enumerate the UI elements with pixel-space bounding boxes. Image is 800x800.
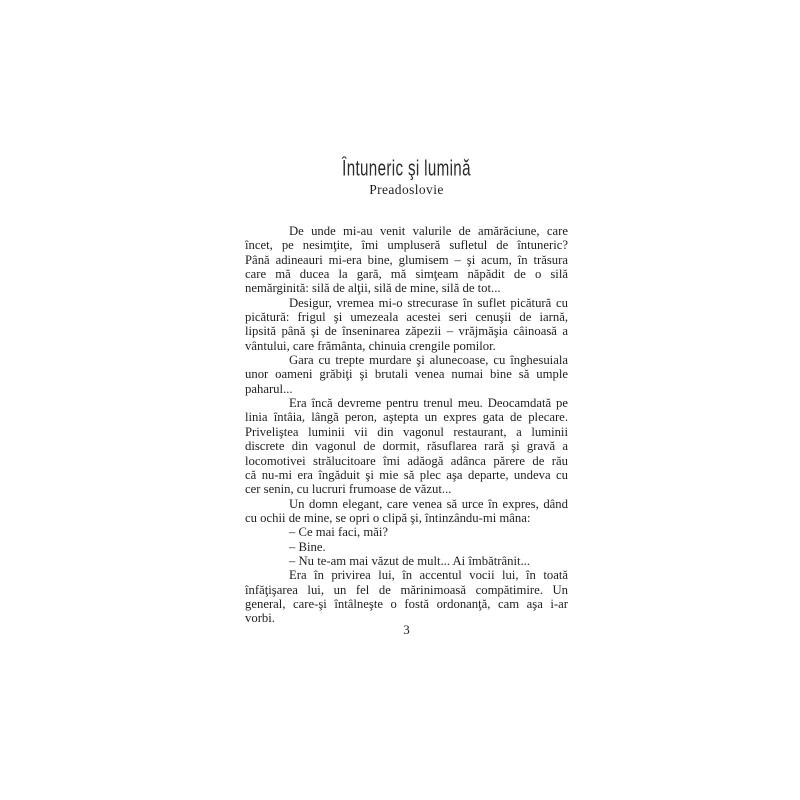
text-line: cer senin, cu lucruri frumoase de văzut... (245, 482, 452, 497)
text-line: unor oameni grăbiţi şi brutali venea numai bine să umple (245, 367, 568, 382)
text-line: Un domn elegant, care venea să urce în expres, dând (289, 496, 568, 511)
dialogue-paragraph (245, 540, 568, 554)
paragraph (245, 568, 568, 625)
paragraph (245, 296, 568, 353)
text-line: nemărginită: silă de alţii, silă de mine, silă de tot... (245, 281, 501, 296)
text-line: linia întâia, lângă peron, aştepta un expres gata de plecare. (245, 410, 568, 425)
text-line: vorbi. (245, 611, 275, 626)
text-line: că nu-mi era îngăduit şi mie să plec aşa departe, undeva cu (245, 467, 568, 482)
chapter-title: Întuneric şi lumină (342, 156, 471, 181)
text-line: Priveliştea luminii vii din vagonul restaurant, a luminii (245, 424, 568, 439)
text-line: vântului, care frământa, chinuia crengile pomilor. (245, 338, 496, 353)
text-line: discrete din vagonul de dormit, răsuflarea rară şi gravă a (245, 439, 568, 454)
body-text (245, 224, 568, 626)
text-line: – Bine. (289, 539, 326, 554)
text-line: înfăţişarea lui, un fel de mărinimoasă compătimire. Un (245, 582, 568, 597)
text-line: Desigur, vremea mi-o strecurase în suflet picătură cu (289, 295, 568, 310)
text-line: Gara cu trepte murdare şi alunecoase, cu înghesuiala (289, 353, 568, 368)
text-line: care mă ducea la gară, mă simţeam năpădit de o silă (245, 267, 568, 282)
text-line: încet, pe nesimţite, îmi umpluseră sufletul de întuneric? (245, 238, 568, 253)
paragraph (245, 396, 568, 496)
text-line: paharul... (245, 381, 293, 396)
text-line: – Nu te-am mai văzut de mult... Ai îmbătrânit... (289, 553, 531, 568)
text-line: cu ochii de mine, se opri o clipă şi, întinzându-mi mâna: (245, 510, 531, 525)
paragraph (245, 224, 568, 296)
dialogue-paragraph (245, 525, 568, 539)
text-line: picătură: frigul şi umezeala acestei seri cenuşii de iarnă, (245, 310, 568, 325)
text-line: Era în privirea lui, în accentul vocii lui, în toată (289, 568, 568, 583)
dialogue-paragraph (245, 554, 568, 568)
text-line: – Ce mai faci, măi? (289, 525, 388, 540)
paragraph (245, 497, 568, 526)
paragraph (245, 353, 568, 396)
text-line: general, care-şi întâlneşte o fostă ordonanţă, cam aşa i-ar (245, 596, 568, 611)
text-line: lipsită până şi de înseninarea zăpezii – vrăjmăşia câinoasă a (245, 324, 568, 339)
text-line: locomotivei strălucitoare îmi adăogă adânca părere de rău (245, 453, 568, 468)
text-line: De unde mi-au venit valurile de amărăciune, care (289, 224, 568, 238)
text-line: Până adineauri mi-era bine, glumisem – şi acum, în trăsura (245, 252, 568, 267)
text-line: Era încă devreme pentru trenul meu. Deocamdată pe (289, 396, 568, 411)
page-number: 3 (403, 622, 410, 637)
section-subtitle: Preadoslovie (369, 182, 444, 197)
